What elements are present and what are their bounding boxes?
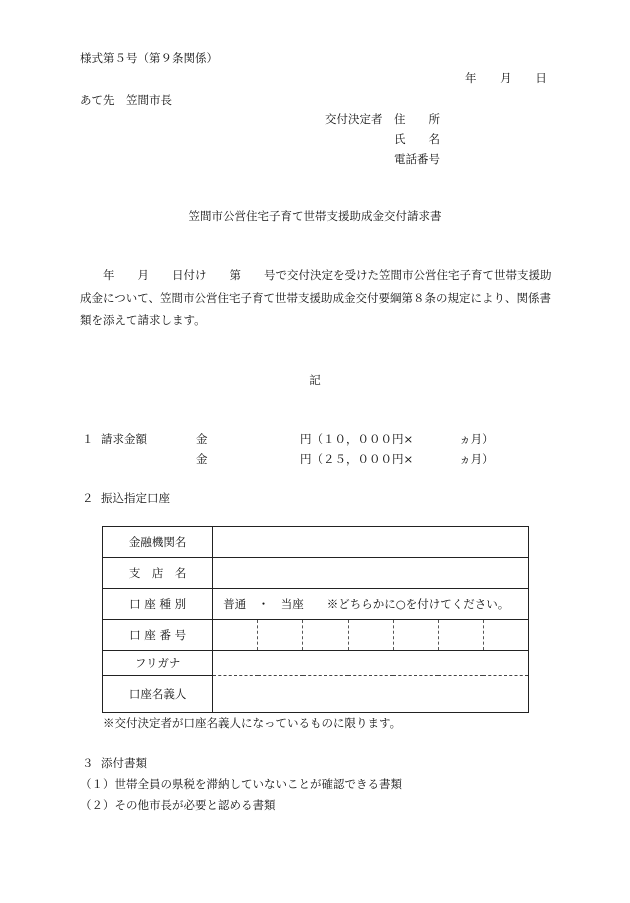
account-digit-6[interactable] xyxy=(438,620,483,651)
table-row xyxy=(103,558,529,589)
amount2-detail: 円（２５，０００円× ヵ月） xyxy=(300,452,494,466)
branch-label: 支 店 名 xyxy=(103,558,213,589)
amount1-kin: 金 xyxy=(196,432,208,446)
account-holder-field[interactable] xyxy=(213,676,529,713)
section2-label: 振込指定口座 xyxy=(101,491,170,505)
account-digit-7[interactable] xyxy=(483,620,528,651)
section3-label: 添付書類 xyxy=(101,756,147,770)
section3-number: ３ xyxy=(82,756,94,770)
section2-number: ２ xyxy=(82,491,94,505)
account-digit-2[interactable] xyxy=(258,620,303,651)
amount1-detail: 円（１０，０００円× ヵ月） xyxy=(300,432,494,446)
ki-heading: 記 xyxy=(309,373,321,387)
bank-account-table xyxy=(102,526,529,713)
section1-number: １ xyxy=(82,432,94,446)
date-day-label: 日 xyxy=(535,71,547,85)
table-row xyxy=(103,676,529,713)
account-holder-label: 口座名義人 xyxy=(103,676,213,713)
name-label: 氏 名 xyxy=(394,132,440,146)
form-number: 様式第５号（第９条関係） xyxy=(80,51,218,65)
account-digit-3[interactable] xyxy=(303,620,348,651)
table-row xyxy=(103,651,529,676)
account-type-label: 口 座 種 別 xyxy=(103,589,213,620)
date-month-label: 月 xyxy=(500,71,512,85)
account-digit-4[interactable] xyxy=(348,620,393,651)
bank-name-label: 金融機関名 xyxy=(103,527,213,558)
attachment-item-1: （１）世帯全員の県税を滞納していないことが確認できる書類 xyxy=(80,777,402,791)
account-note: ※交付決定者が口座名義人になっているものに限ります。 xyxy=(103,716,402,730)
table-row xyxy=(103,620,529,651)
furigana-label: フリガナ xyxy=(103,651,213,676)
document-title: 笠間市公営住宅子育て世帯支援助成金交付請求書 xyxy=(188,209,442,223)
table-row xyxy=(103,589,529,620)
phone-label: 電話番号 xyxy=(394,152,440,166)
branch-field[interactable] xyxy=(213,558,529,589)
section1-label: 請求金額 xyxy=(101,432,147,446)
account-digit-1[interactable] xyxy=(213,620,258,651)
address-label: 住 所 xyxy=(394,112,440,126)
account-type-field[interactable]: 普通 ・ 当座 ※どちらかに○を付けてください。 xyxy=(213,589,529,620)
date-line xyxy=(465,70,547,86)
bank-name-field[interactable] xyxy=(213,527,529,558)
furigana-field[interactable] xyxy=(213,651,529,676)
applicant-label: 交付決定者 xyxy=(325,112,383,126)
table-row xyxy=(103,527,529,558)
date-year-label: 年 xyxy=(465,71,477,85)
addressee: あて先 笠間市長 xyxy=(80,93,172,107)
amount2-kin: 金 xyxy=(196,452,208,466)
account-number-label: 口 座 番 号 xyxy=(103,620,213,651)
account-digit-5[interactable] xyxy=(393,620,438,651)
attachment-item-2: （２）その他市長が必要と認める書類 xyxy=(80,798,276,812)
body-paragraph: 年 月 日付け 第 号で交付決定を受けた笠間市公営住宅子育て世帯支援助成金について、笠間市公営住宅子育て世帯支援助成金交付要綱第８条の規定により、関係書類を添えて請求します。 xyxy=(80,268,552,327)
